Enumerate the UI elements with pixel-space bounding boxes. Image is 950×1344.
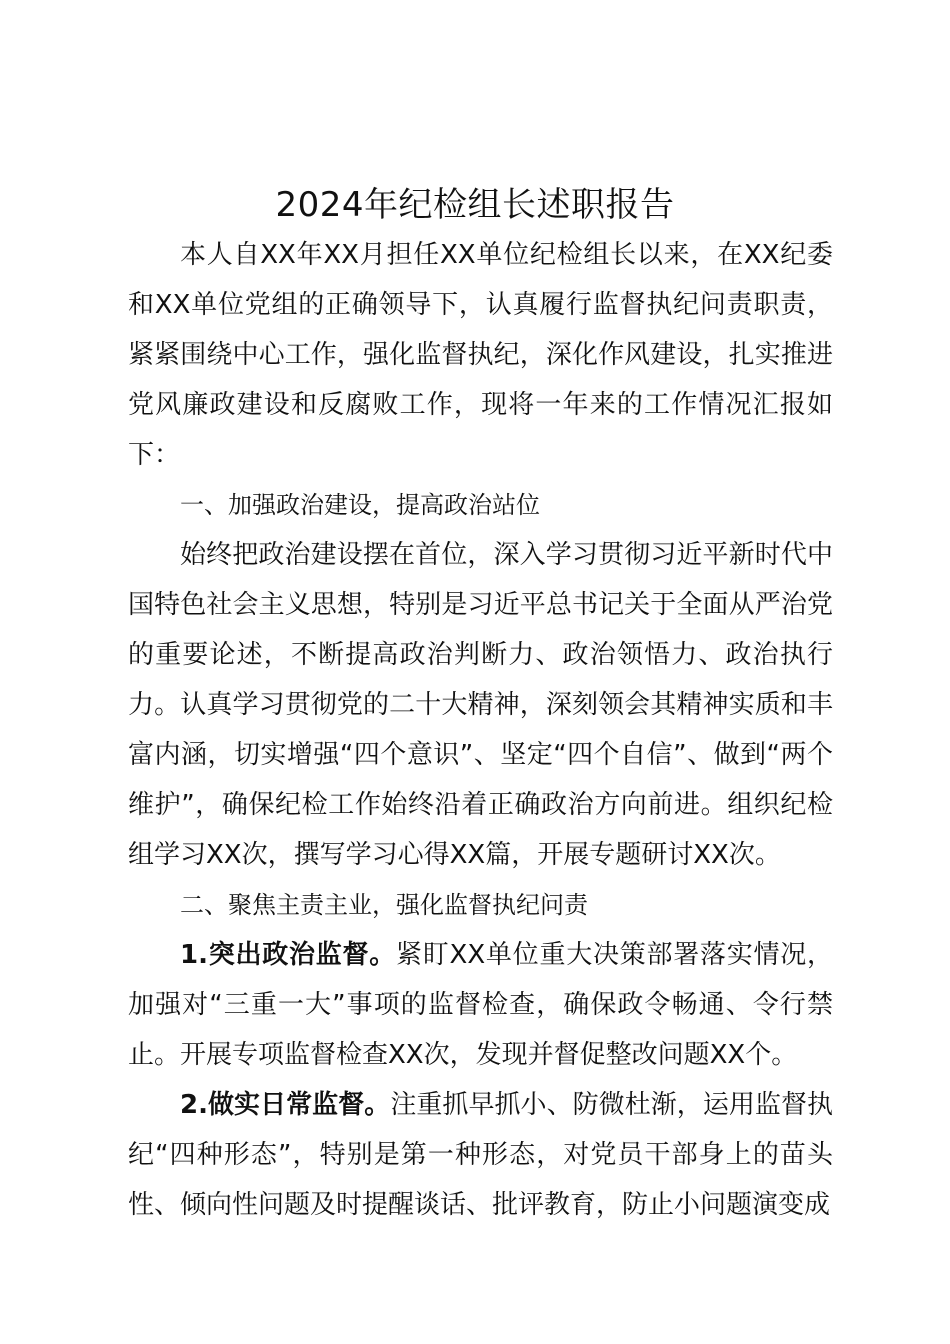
section-2-heading: 二、聚焦主责主业，强化监督执纪问责 xyxy=(180,891,588,919)
item-2-text: 注重抓早抓小、防微杜渐，运用监督执纪“四种形态”，特别是第一种形态，对党员干部身上的苗头性、倾向性问题及时提醒谈话、批评教育，防止小问题演变成 xyxy=(128,1090,833,1220)
section-1-paragraph: 始终把政治建设摆在首位，深入学习贯彻习近平新时代中国特色社会主义思想，特别是习近平总书记关于全面从严治党的重要论述，不断提高政治判断力、政治领悟力、政治执行力。认真学习贯彻党的二十大精神，深刻领会其精神实质和丰富内涵，切实增强“四个意识”、坚定“四个自信”、做到“两个维护”，确保纪检工作始终沿着正确政治方向前进。组织纪检组学习XX次，撰写学习心得XX篇，开展专题研讨XX次。 xyxy=(128,540,833,870)
section-2-item-2 xyxy=(128,1080,833,1230)
section-2-item-1 xyxy=(128,930,833,1080)
section-1-heading: 一、加强政治建设，提高政治站位 xyxy=(180,491,540,519)
intro-paragraph: 本人自XX年XX月担任XX单位纪检组长以来，在XX纪委和XX单位党组的正确领导下，认真履行监督执纪问责职责，紧紧围绕中心工作，强化监督执纪，深化作风建设，扎实推进党风廉政建设和反腐败工作，现将一年来的工作情况汇报如下： xyxy=(128,240,833,470)
item-2-lead: 2.做实日常监督。 xyxy=(180,1090,391,1120)
item-1-lead: 1.突出政治监督。 xyxy=(180,940,397,970)
item-1-text: 紧盯XX单位重大决策部署落实情况，加强对“三重一大”事项的监督检查，确保政令畅通、令行禁止。开展专项监督检查XX次，发现并督促整改问题XX个。 xyxy=(128,940,834,1070)
document-title: 2024年纪检组长述职报告 xyxy=(275,185,675,225)
document-body xyxy=(128,230,833,1230)
